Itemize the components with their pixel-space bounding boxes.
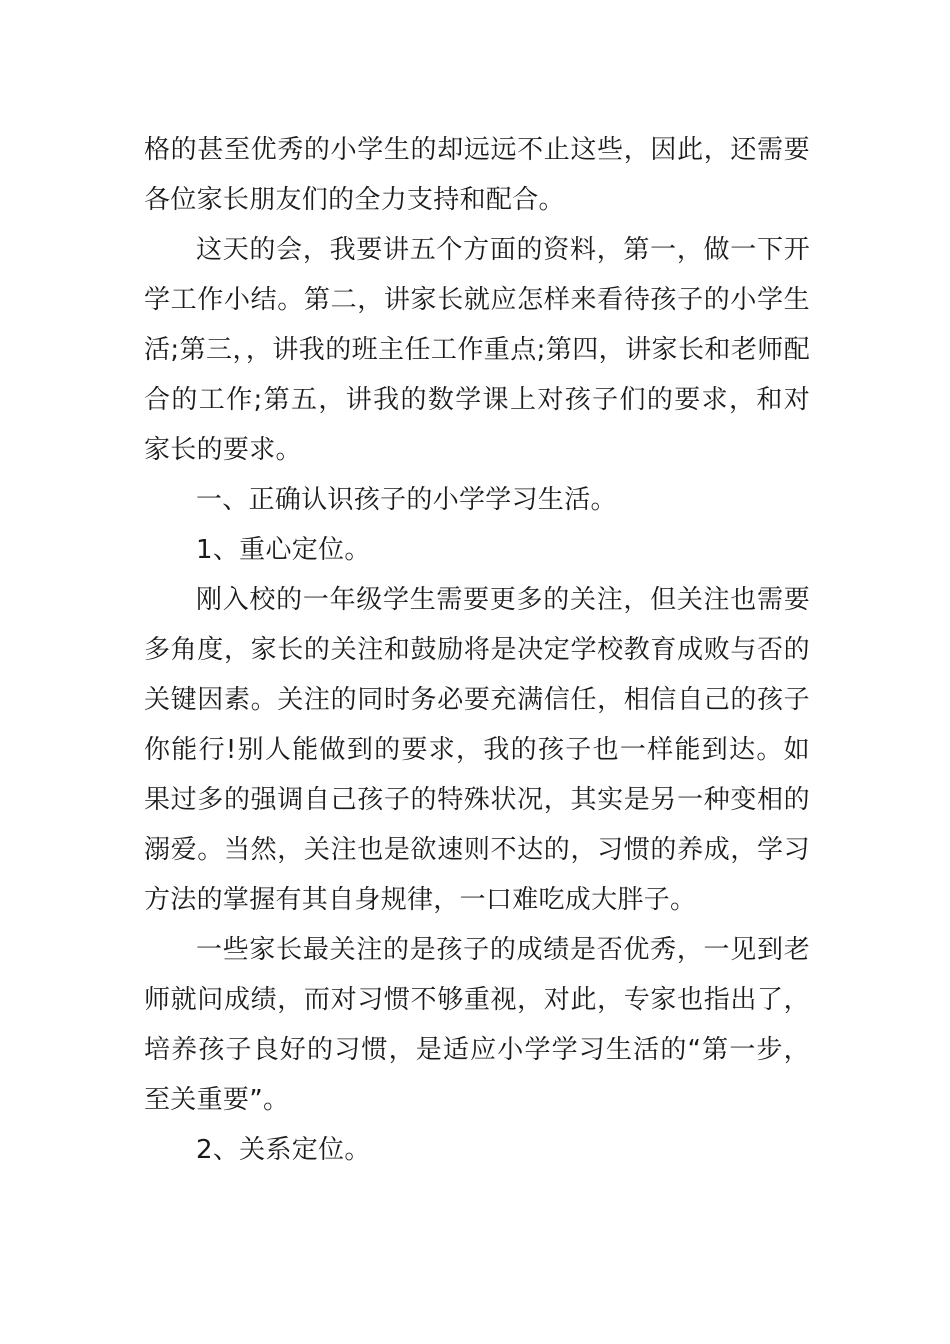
document-body	[144, 125, 810, 1175]
paragraph-meeting-overview: 这天的会，我要讲五个方面的资料，第一，做一下开学工作小结。第二，讲家长就应怎样来看待孩子的小学生活;第三，，讲我的班主任工作重点;第四，讲家长和老师配合的工作;第五，讲我的数学课上对孩子们的要求，和对家长的要求。	[144, 235, 810, 465]
paragraph-attention: 刚入校的一年级学生需要更多的关注，但关注也需要多角度，家长的关注和鼓励将是决定学校教育成败与否的关键因素。关注的同时务必要充满信任，相信自己的孩子你能行!别人能做到的要求，我的孩子也一样能到达。如果过多的强调自己孩子的特殊状况，其实是另一种变相的溺爱。当然，关注也是欲速则不达的，习惯的养成，学习方法的掌握有其自身规律，一口难吃成大胖子。	[144, 585, 810, 915]
paragraph-continuation: 格的甚至优秀的小学生的却远远不止这些，因此，还需要各位家长朋友们的全力支持和配合。	[144, 135, 810, 215]
section-heading-one: 一、正确认识孩子的小学学习生活。	[196, 485, 617, 515]
subsection-heading-relationship: 2、关系定位。	[196, 1135, 371, 1165]
subsection-heading-focus: 1、重心定位。	[196, 535, 371, 565]
paragraph-habits: 一些家长最关注的是孩子的成绩是否优秀，一见到老师就问成绩，而对习惯不够重视，对此，专家也指出了，培养孩子良好的习惯，是适应小学学习生活的“第一步，至关重要”。	[144, 935, 810, 1115]
